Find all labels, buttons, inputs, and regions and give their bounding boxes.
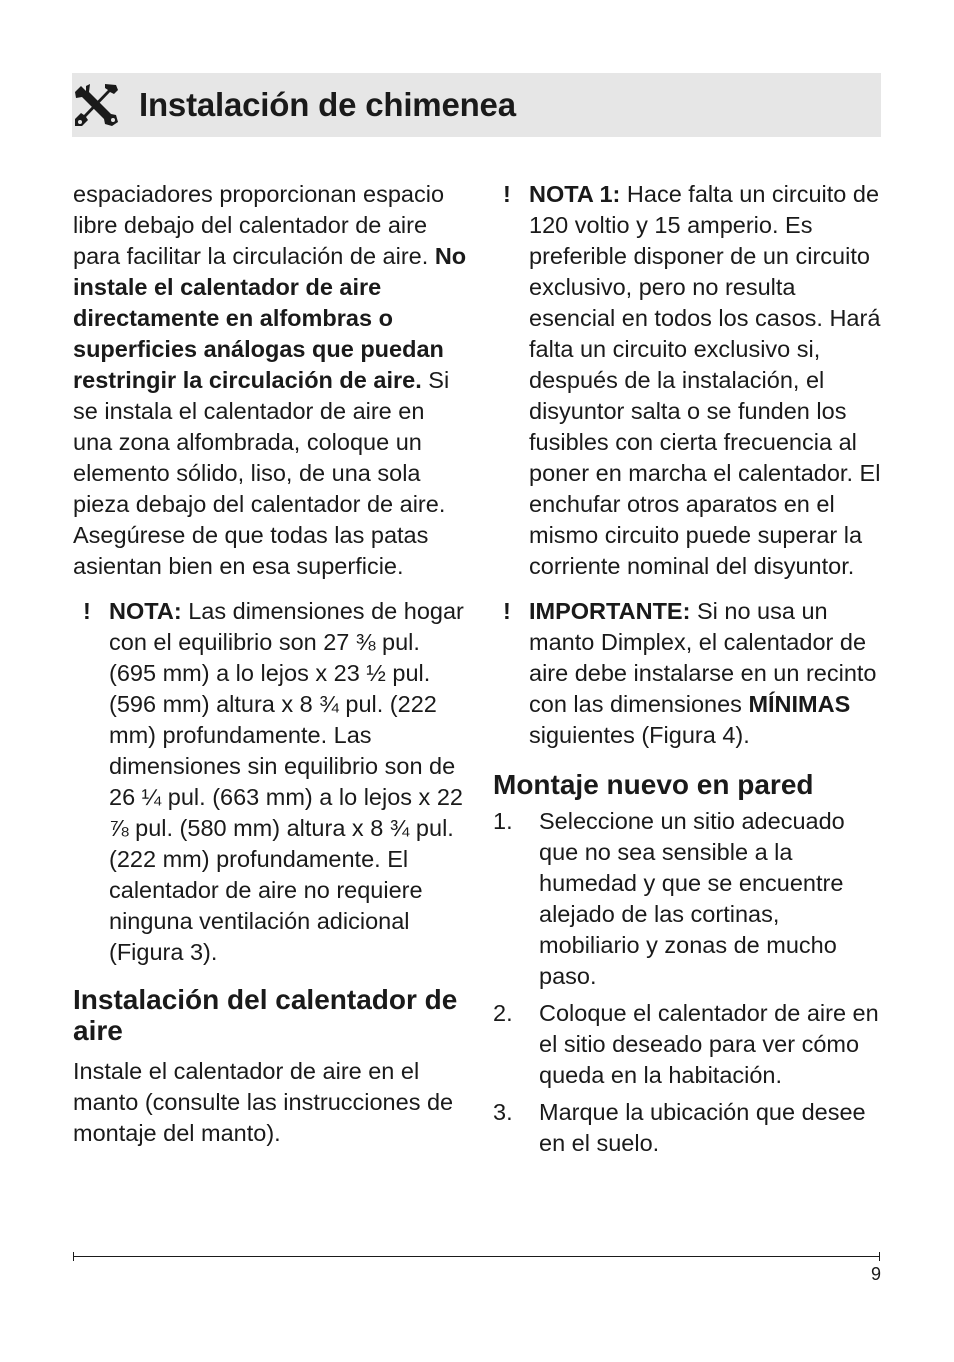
important-text-a: Si no usa un manto Dimplex, el calentador de aire debe instalarse en un recinto con las dimensiones [529,598,877,717]
exclamation-icon: ! [503,598,511,624]
note-text: Las dimensiones de hogar con el equilibrio son 27 ⅜ pul. (695 mm) a lo lejos x 23 ½ pul. (596 mm) altura x 8 ¾ pul. (222 mm) profundamente. Las dimensiones sin equilibrio son de 26 ¼ pul. (663 mm) a lo lejos x 22 ⅞ pul. (580 mm) altura x 8 ¾ pul. (222 mm) profundamente. El calentador de aire no requiere ninguna ventilación adicional (Figura 3). [109,598,464,965]
note-label: NOTA: [109,598,182,624]
circuit-note [493,179,885,582]
footer-rule-tick-left [73,1252,74,1261]
important-label: IMPORTANTE: [529,598,691,624]
steps-list [493,806,885,1159]
page-title: Instalación de chimenea [139,86,516,123]
note-paragraph [529,179,885,582]
list-item [493,806,885,992]
note-paragraph [109,596,468,968]
list-item [493,998,885,1091]
dimensions-note [73,596,468,968]
step-number: 3. [493,1099,513,1125]
install-paragraph: Instale el calentador de aire en el manto (consulte las instrucciones de montaje del manto). [73,1058,454,1146]
intro-warning: No instale el calentador de aire directamente en alfombras o superficies análogas que puedan restringir la circulación de aire. [73,243,467,393]
important-text-c: siguientes (Figura 4). [529,722,750,748]
important-bold: MÍNIMAS [748,691,851,717]
intro-paragraph [73,179,468,582]
right-column [493,179,885,1159]
intro-text-end: Si se instala el calentador de aire en una zona alfombrada, coloque un elemento sólido, liso, de una sola pieza debajo del calentador de aire. Asegúrese de que todas las patas asientan bien en esa superficie. [73,367,450,579]
note-text: Hace falta un circuito de 120 voltio y 15 amperio. Es preferible disponer de un circuito exclusivo, pero no resulta esencial en todos los casos. Hará falta un circuito exclusivo si, después de la instalación, el disyuntor salta o se funden los fusibles con cierta frecuencia al poner en marcha el calentador. El enchufar otros aparatos en el mismo circuito puede superar la corriente nominal del disyuntor. [529,181,881,579]
footer-rule-tick-right [879,1252,880,1261]
intro-text-start: espaciadores proporcionan espacio libre debajo del calentador de aire para facilitar la circulación de aire. [73,181,445,269]
step-text: Seleccione un sitio adecuado que no sea sensible a la humedad y que se encuentre alejado de las cortinas, mobiliario y zonas de mucho paso. [539,808,845,989]
exclamation-icon: ! [503,181,511,207]
left-column [73,179,468,1149]
important-paragraph [529,596,885,751]
step-number: 1. [493,808,513,834]
page-number: 9 [870,1264,881,1284]
exclamation-icon: ! [83,598,91,624]
section-heading-wall-mount: Montaje nuevo en pared [493,769,814,800]
tools-icon [72,82,120,128]
list-item [493,1097,885,1159]
important-note [493,596,885,751]
step-text: Marque la ubicación que desee en el suelo. [539,1099,866,1156]
step-text: Coloque el calentador de aire en el sitio deseado para ver cómo queda en la habitación. [539,1000,879,1088]
page-header [72,73,881,137]
section-heading-install-heater: Instalación del calentador de aire [73,984,458,1046]
footer-rule [73,1256,880,1257]
step-number: 2. [493,1000,513,1026]
note-label: NOTA 1: [529,181,621,207]
